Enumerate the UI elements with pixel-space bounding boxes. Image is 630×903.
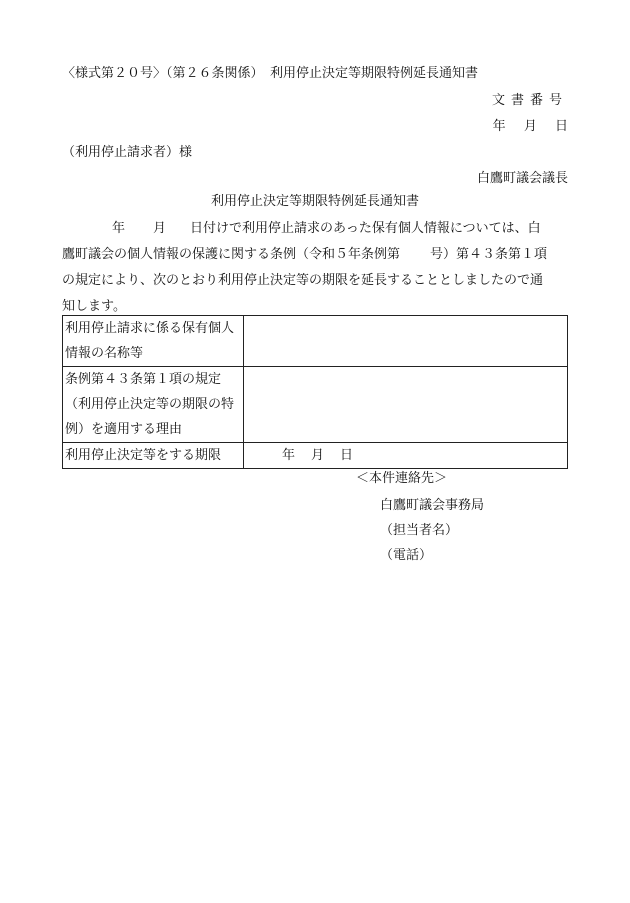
deadline-year: 年 [282,448,296,463]
body-line-2-a: 鷹町議会の個人情報の保護に関する条例（令和５年条例第 [62,247,401,262]
info-name-label: 利用停止請求に係る保有個人 情報の名称等 [63,316,244,367]
body-line-2-b: 号）第４３条第１項 [430,247,548,262]
table-row [63,443,568,469]
body-text [62,216,568,320]
issue-date-day: 日 [554,119,568,134]
form-number: 〈様式第２０号〉（第２６条関係） 利用停止決定等期限特例延長通知書 [62,66,479,81]
deadline-month: 月 [311,448,325,463]
deadline-day: 日 [340,448,354,463]
contact-office: 白鷹町議会事務局 [380,498,485,513]
document-title: 利用停止決定等期限特例延長通知書 [210,194,419,209]
contact-tel: （電話） [380,548,433,563]
body-line-1-rest: 日付けで利用停止請求のあった保有個人情報については、白 [190,221,541,236]
reason-value [244,367,568,443]
body-line-2 [62,242,568,268]
body-line-4: 知します。 [62,299,126,314]
body-line-3: の規定により、次のとおり利用停止決定等の期限を延長することとしましたので通 [62,273,544,288]
body-year: 年 [112,221,126,236]
contact-person: （担当者名） [380,523,459,538]
body-line-1 [62,216,568,242]
issue-date [479,118,568,136]
issue-date-year: 年 [492,119,506,134]
info-name-value [244,316,568,367]
info-table [62,315,568,469]
deadline-label: 利用停止決定等をする期限 [63,443,244,469]
table-row [63,316,568,367]
reason-label: 条例第４３条第１項の規定 （利用停止決定等の期限の特 例）を適用する理由 [63,367,244,443]
deadline-value [244,443,568,469]
document-number-label: 文書番号 [491,93,568,108]
sender: 白鷹町議会議長 [476,171,568,186]
contact-heading: ＜本件連絡先＞ [356,471,448,486]
recipient: （利用停止請求者）様 [62,145,193,160]
table-row [63,367,568,443]
issue-date-month: 月 [523,119,537,134]
body-month: 月 [153,221,167,236]
